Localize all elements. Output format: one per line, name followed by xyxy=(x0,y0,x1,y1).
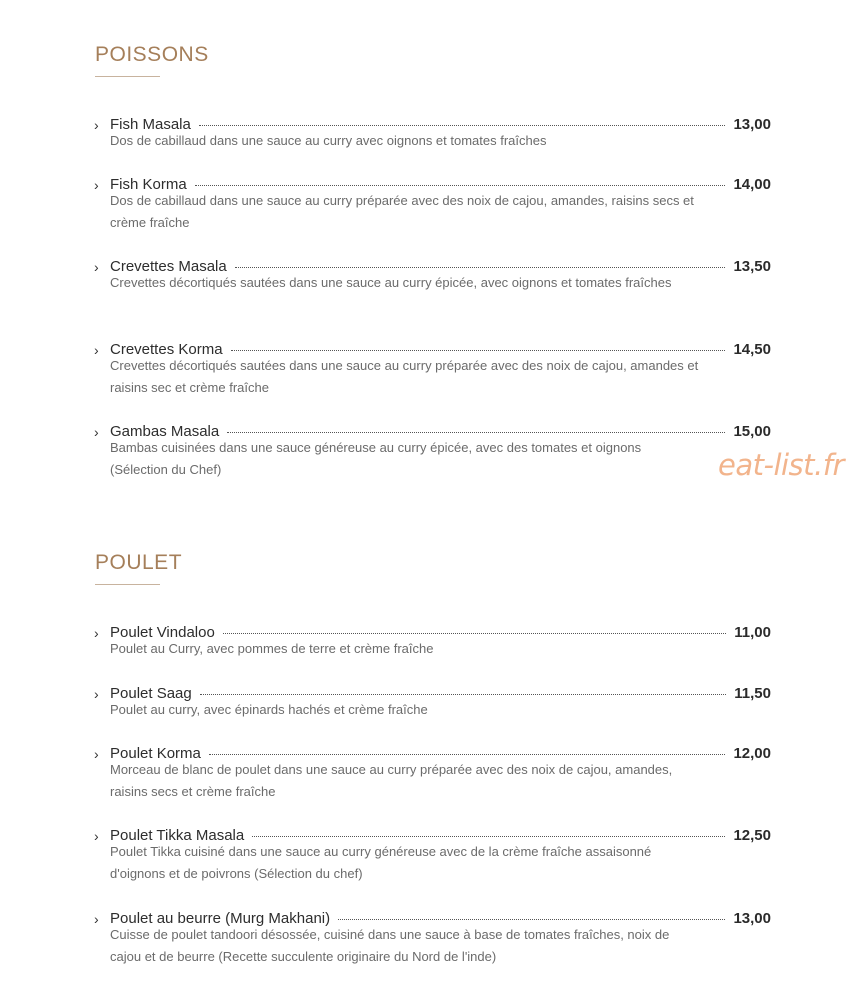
dotted-leader xyxy=(231,350,726,351)
dotted-leader xyxy=(252,836,725,837)
menu-item-price: 13,00 xyxy=(733,116,771,133)
menu-item-price: 15,00 xyxy=(733,423,771,440)
dotted-leader xyxy=(235,267,726,268)
watermark: eat-list.fr xyxy=(718,448,844,482)
menu-item-name: Gambas Masala xyxy=(110,423,220,440)
chevron-right-icon: › xyxy=(94,177,99,193)
chevron-right-icon: › xyxy=(94,342,99,358)
menu-item-name: Crevettes Masala xyxy=(110,258,227,275)
dotted-leader xyxy=(209,754,726,755)
chevron-right-icon: › xyxy=(94,746,99,762)
chevron-right-icon: › xyxy=(94,625,99,641)
menu-item-name: Fish Korma xyxy=(110,176,187,193)
menu-item-price: 13,50 xyxy=(733,258,771,275)
menu-item-name: Poulet Korma xyxy=(110,745,201,762)
chevron-right-icon: › xyxy=(94,686,99,702)
menu-item-description: Poulet au curry, avec épinards hachés et crème fraîche xyxy=(110,702,428,717)
menu-item-description: Bambas cuisinées dans une sauce généreuse au curry épicée, avec des tomates et oignons (Sélection du Chef) xyxy=(110,440,642,477)
menu-item-description: Poulet Tikka cuisiné dans une sauce au curry généreuse avec de la crème fraîche assaisonné d'oignons et de poivrons (Sélection du chef) xyxy=(110,844,652,881)
menu-item-price: 11,00 xyxy=(734,624,771,641)
menu-item-price: 14,50 xyxy=(733,341,771,358)
chevron-right-icon: › xyxy=(94,828,99,844)
menu-item-price: 12,50 xyxy=(733,827,771,844)
section-title: POULET xyxy=(95,551,183,574)
dotted-leader xyxy=(227,432,725,433)
menu-item-name: Poulet Vindaloo xyxy=(110,624,215,641)
dotted-leader xyxy=(199,125,726,126)
menu-item-description: Poulet au Curry, avec pommes de terre et crème fraîche xyxy=(110,641,434,656)
menu-item-description: Dos de cabillaud dans une sauce au curry préparée avec des noix de cajou, amandes, raisins secs et crème fraîche xyxy=(110,193,694,230)
chevron-right-icon: › xyxy=(94,424,99,440)
chevron-right-icon: › xyxy=(94,259,99,275)
dotted-leader xyxy=(195,185,726,186)
section-title: POISSONS xyxy=(95,43,209,66)
dotted-leader xyxy=(200,694,727,695)
menu-item-description: Cuisse de poulet tandoori désossée, cuisiné dans une sauce à base de tomates fraîches, noix de cajou et de beurre (Recette succulente originaire du Nord de l'inde) xyxy=(110,927,670,964)
menu-item-description: Crevettes décortiqués sautées dans une sauce au curry préparée avec des noix de cajou, amandes et raisins sec et crème fraîche xyxy=(110,358,699,395)
dotted-leader xyxy=(338,919,725,920)
title-divider xyxy=(95,584,160,585)
menu-item-name: Crevettes Korma xyxy=(110,341,223,358)
menu-item-description: Crevettes décortiqués sautées dans une sauce au curry épicée, avec oignons et tomates fraîches xyxy=(110,275,672,290)
title-divider xyxy=(95,76,160,77)
chevron-right-icon: › xyxy=(94,911,99,927)
menu-item-name: Poulet Saag xyxy=(110,685,192,702)
menu-item-name: Poulet Tikka Masala xyxy=(110,827,245,844)
dotted-leader xyxy=(223,633,726,634)
chevron-right-icon: › xyxy=(94,117,99,133)
menu-item-price: 13,00 xyxy=(733,910,771,927)
menu-item-name: Poulet au beurre (Murg Makhani) xyxy=(110,910,331,927)
menu-item-description: Dos de cabillaud dans une sauce au curry avec oignons et tomates fraîches xyxy=(110,133,547,148)
menu-item-name: Fish Masala xyxy=(110,116,191,133)
menu-item-price: 12,00 xyxy=(733,745,771,762)
menu-item-price: 11,50 xyxy=(734,685,771,702)
menu-item-price: 14,00 xyxy=(733,176,771,193)
menu-item-description: Morceau de blanc de poulet dans une sauce au curry préparée avec des noix de cajou, amandes, raisins secs et crème fraîche xyxy=(110,762,673,799)
